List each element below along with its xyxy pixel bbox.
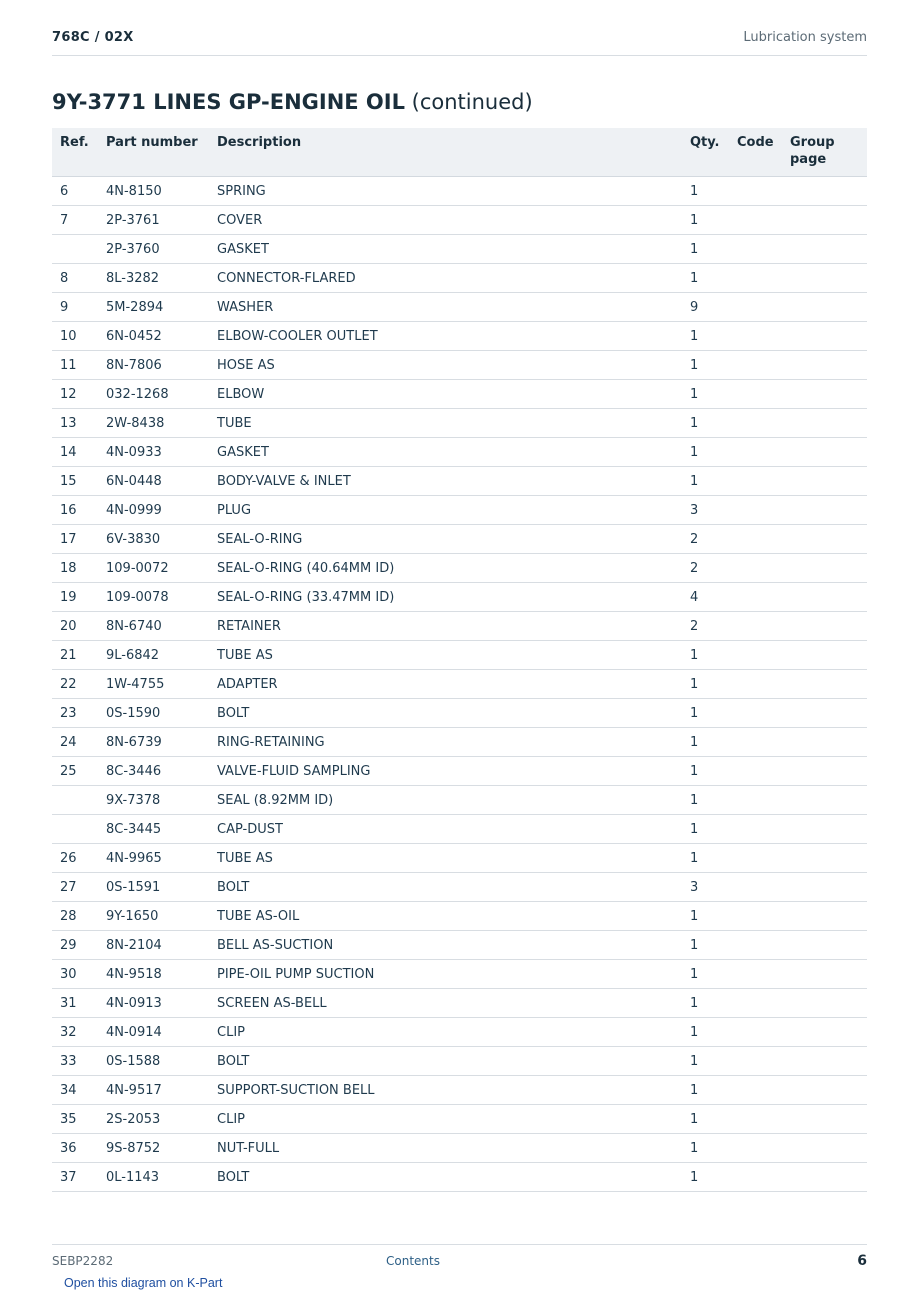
cell-description: TUBE	[217, 409, 690, 438]
cell-group-page	[790, 525, 867, 554]
cell-qty: 1	[690, 902, 737, 931]
page-footer	[52, 1244, 867, 1275]
cell-part-number: 032-1268	[106, 380, 217, 409]
cell-qty: 1	[690, 699, 737, 728]
cell-group-page	[790, 206, 867, 235]
cell-description: BELL AS-SUCTION	[217, 931, 690, 960]
table-row	[52, 902, 867, 931]
cell-ref: 9	[52, 293, 106, 322]
cell-group-page	[790, 583, 867, 612]
cell-code	[737, 757, 790, 786]
cell-part-number: 109-0078	[106, 583, 217, 612]
cell-code	[737, 670, 790, 699]
cell-description: NUT-FULL	[217, 1134, 690, 1163]
table-row	[52, 1018, 867, 1047]
cell-part-number: 2P-3761	[106, 206, 217, 235]
cell-group-page	[790, 1134, 867, 1163]
cell-group-page	[790, 873, 867, 902]
cell-group-page	[790, 612, 867, 641]
cell-ref: 27	[52, 873, 106, 902]
cell-part-number: 9Y-1650	[106, 902, 217, 931]
cell-group-page	[790, 380, 867, 409]
cell-code	[737, 641, 790, 670]
cell-qty: 4	[690, 583, 737, 612]
cell-ref: 11	[52, 351, 106, 380]
cell-part-number: 6V-3830	[106, 525, 217, 554]
cell-ref: 37	[52, 1163, 106, 1192]
cell-ref: 12	[52, 380, 106, 409]
cell-code	[737, 235, 790, 264]
cell-description: TUBE AS	[217, 844, 690, 873]
cell-ref: 24	[52, 728, 106, 757]
table-row	[52, 1134, 867, 1163]
cell-ref: 23	[52, 699, 106, 728]
cell-ref: 29	[52, 931, 106, 960]
cell-part-number: 8L-3282	[106, 264, 217, 293]
cell-group-page	[790, 844, 867, 873]
cell-description: PLUG	[217, 496, 690, 525]
cell-code	[737, 177, 790, 206]
cell-part-number: 4N-0914	[106, 1018, 217, 1047]
table-row	[52, 583, 867, 612]
cell-group-page	[790, 351, 867, 380]
cell-qty: 1	[690, 844, 737, 873]
cell-qty: 1	[690, 1134, 737, 1163]
cell-part-number: 8C-3445	[106, 815, 217, 844]
cell-group-page	[790, 641, 867, 670]
cell-group-page	[790, 467, 867, 496]
cell-ref: 33	[52, 1047, 106, 1076]
cell-group-page	[790, 786, 867, 815]
open-diagram-link[interactable]: Open this diagram on K-Part	[64, 1276, 223, 1290]
cell-part-number: 8C-3446	[106, 757, 217, 786]
column-header-code: Code	[737, 128, 790, 177]
cell-ref: 32	[52, 1018, 106, 1047]
cell-ref: 35	[52, 1105, 106, 1134]
cell-description: CAP-DUST	[217, 815, 690, 844]
cell-group-page	[790, 1076, 867, 1105]
cell-description: TUBE AS-OIL	[217, 902, 690, 931]
cell-code	[737, 380, 790, 409]
table-row	[52, 322, 867, 351]
cell-ref	[52, 815, 106, 844]
cell-part-number: 6N-0452	[106, 322, 217, 351]
cell-code	[737, 264, 790, 293]
title-suffix: (continued)	[404, 90, 533, 114]
document-id: SEBP2282	[52, 1254, 114, 1268]
cell-code	[737, 989, 790, 1018]
cell-description: BOLT	[217, 1163, 690, 1192]
table-row	[52, 177, 867, 206]
cell-group-page	[790, 438, 867, 467]
cell-code	[737, 583, 790, 612]
table-row	[52, 815, 867, 844]
cell-qty: 1	[690, 235, 737, 264]
table-row	[52, 206, 867, 235]
cell-qty: 1	[690, 757, 737, 786]
cell-ref: 7	[52, 206, 106, 235]
cell-ref: 30	[52, 960, 106, 989]
table-row	[52, 612, 867, 641]
table-row	[52, 351, 867, 380]
cell-qty: 1	[690, 264, 737, 293]
cell-group-page	[790, 1047, 867, 1076]
table-row	[52, 525, 867, 554]
cell-ref: 14	[52, 438, 106, 467]
section-name: Lubrication system	[743, 30, 867, 45]
cell-ref: 21	[52, 641, 106, 670]
cell-qty: 2	[690, 525, 737, 554]
cell-description: TUBE AS	[217, 641, 690, 670]
cell-code	[737, 322, 790, 351]
model-code: 768C / 02X	[52, 30, 134, 45]
cell-group-page	[790, 1018, 867, 1047]
table-row	[52, 438, 867, 467]
cell-part-number: 0L-1143	[106, 1163, 217, 1192]
cell-ref: 28	[52, 902, 106, 931]
table-row	[52, 1105, 867, 1134]
title-main: 9Y-3771 LINES GP-ENGINE OIL	[52, 90, 405, 114]
table-row	[52, 728, 867, 757]
table-row	[52, 380, 867, 409]
cell-part-number: 9S-8752	[106, 1134, 217, 1163]
cell-qty: 1	[690, 1163, 737, 1192]
cell-qty: 9	[690, 293, 737, 322]
table-row	[52, 554, 867, 583]
cell-code	[737, 786, 790, 815]
cell-qty: 1	[690, 670, 737, 699]
cell-ref: 20	[52, 612, 106, 641]
table-header-row	[52, 128, 867, 177]
cell-code	[737, 293, 790, 322]
cell-group-page	[790, 1105, 867, 1134]
cell-group-page	[790, 931, 867, 960]
cell-description: CLIP	[217, 1105, 690, 1134]
cell-qty: 1	[690, 1105, 737, 1134]
cell-group-page	[790, 322, 867, 351]
column-header-description: Description	[217, 128, 690, 177]
column-header-ref: Ref.	[52, 128, 106, 177]
table-row	[52, 960, 867, 989]
column-header-group-page: Group page	[790, 128, 867, 177]
column-header-part-number: Part number	[106, 128, 217, 177]
table-row	[52, 496, 867, 525]
cell-description: ADAPTER	[217, 670, 690, 699]
cell-description: SPRING	[217, 177, 690, 206]
cell-part-number: 0S-1590	[106, 699, 217, 728]
cell-qty: 1	[690, 989, 737, 1018]
cell-ref: 10	[52, 322, 106, 351]
cell-code	[737, 438, 790, 467]
table-row	[52, 844, 867, 873]
cell-code	[737, 525, 790, 554]
table-row	[52, 786, 867, 815]
cell-group-page	[790, 989, 867, 1018]
cell-description: COVER	[217, 206, 690, 235]
cell-ref: 18	[52, 554, 106, 583]
cell-code	[737, 351, 790, 380]
cell-group-page	[790, 554, 867, 583]
cell-code	[737, 409, 790, 438]
cell-ref: 15	[52, 467, 106, 496]
parts-table	[52, 128, 867, 1192]
cell-qty: 1	[690, 641, 737, 670]
table-row	[52, 757, 867, 786]
cell-qty: 1	[690, 322, 737, 351]
cell-description: BOLT	[217, 873, 690, 902]
cell-qty: 1	[690, 206, 737, 235]
cell-description: GASKET	[217, 438, 690, 467]
cell-description: VALVE-FLUID SAMPLING	[217, 757, 690, 786]
cell-qty: 3	[690, 496, 737, 525]
cell-group-page	[790, 728, 867, 757]
cell-part-number: 4N-9965	[106, 844, 217, 873]
cell-code	[737, 931, 790, 960]
cell-part-number: 9L-6842	[106, 641, 217, 670]
cell-group-page	[790, 699, 867, 728]
table-row	[52, 873, 867, 902]
cell-qty: 1	[690, 409, 737, 438]
cell-ref: 8	[52, 264, 106, 293]
page-header	[52, 28, 867, 56]
cell-part-number: 1W-4755	[106, 670, 217, 699]
cell-qty: 1	[690, 1076, 737, 1105]
cell-group-page	[790, 293, 867, 322]
cell-code	[737, 1018, 790, 1047]
cell-qty: 2	[690, 554, 737, 583]
cell-ref: 19	[52, 583, 106, 612]
cell-code	[737, 612, 790, 641]
cell-description: SCREEN AS-BELL	[217, 989, 690, 1018]
cell-code	[737, 815, 790, 844]
cell-ref	[52, 786, 106, 815]
cell-description: ELBOW	[217, 380, 690, 409]
table-row	[52, 467, 867, 496]
cell-description: RING-RETAINING	[217, 728, 690, 757]
cell-ref: 6	[52, 177, 106, 206]
cell-qty: 1	[690, 786, 737, 815]
cell-part-number: 6N-0448	[106, 467, 217, 496]
cell-part-number: 8N-6740	[106, 612, 217, 641]
cell-ref: 22	[52, 670, 106, 699]
cell-part-number: 4N-0999	[106, 496, 217, 525]
cell-qty: 1	[690, 931, 737, 960]
parts-table-body	[52, 177, 867, 1192]
cell-description: WASHER	[217, 293, 690, 322]
cell-code	[737, 1076, 790, 1105]
cell-description: PIPE-OIL PUMP SUCTION	[217, 960, 690, 989]
cell-qty: 2	[690, 612, 737, 641]
cell-qty: 1	[690, 467, 737, 496]
table-row	[52, 235, 867, 264]
cell-code	[737, 1134, 790, 1163]
contents-link[interactable]: Contents	[386, 1254, 440, 1268]
cell-description: SEAL-O-RING (40.64MM ID)	[217, 554, 690, 583]
cell-ref: 13	[52, 409, 106, 438]
cell-ref	[52, 235, 106, 264]
cell-description: BOLT	[217, 699, 690, 728]
cell-description: CONNECTOR-FLARED	[217, 264, 690, 293]
table-row	[52, 699, 867, 728]
cell-code	[737, 902, 790, 931]
table-row	[52, 409, 867, 438]
cell-part-number: 2S-2053	[106, 1105, 217, 1134]
cell-part-number: 4N-0933	[106, 438, 217, 467]
cell-group-page	[790, 235, 867, 264]
cell-group-page	[790, 670, 867, 699]
cell-code	[737, 1105, 790, 1134]
cell-group-page	[790, 409, 867, 438]
page-title	[52, 90, 533, 114]
cell-ref: 17	[52, 525, 106, 554]
cell-part-number: 5M-2894	[106, 293, 217, 322]
cell-description: GASKET	[217, 235, 690, 264]
table-row	[52, 641, 867, 670]
cell-ref: 36	[52, 1134, 106, 1163]
cell-description: RETAINER	[217, 612, 690, 641]
cell-part-number: 8N-6739	[106, 728, 217, 757]
table-row	[52, 670, 867, 699]
cell-group-page	[790, 960, 867, 989]
cell-code	[737, 554, 790, 583]
cell-description: SEAL-O-RING (33.47MM ID)	[217, 583, 690, 612]
cell-qty: 1	[690, 438, 737, 467]
table-row	[52, 264, 867, 293]
table-row	[52, 1163, 867, 1192]
cell-ref: 25	[52, 757, 106, 786]
cell-qty: 1	[690, 960, 737, 989]
cell-part-number: 4N-0913	[106, 989, 217, 1018]
cell-description: CLIP	[217, 1018, 690, 1047]
cell-part-number: 8N-2104	[106, 931, 217, 960]
cell-group-page	[790, 177, 867, 206]
cell-code	[737, 873, 790, 902]
cell-code	[737, 960, 790, 989]
cell-description: BOLT	[217, 1047, 690, 1076]
cell-code	[737, 467, 790, 496]
cell-code	[737, 206, 790, 235]
cell-qty: 1	[690, 177, 737, 206]
table-row	[52, 931, 867, 960]
cell-ref: 31	[52, 989, 106, 1018]
cell-code	[737, 844, 790, 873]
page-number: 6	[857, 1253, 867, 1269]
cell-code	[737, 699, 790, 728]
cell-qty: 1	[690, 815, 737, 844]
cell-description: BODY-VALVE & INLET	[217, 467, 690, 496]
cell-code	[737, 1163, 790, 1192]
cell-group-page	[790, 264, 867, 293]
cell-description: SUPPORT-SUCTION BELL	[217, 1076, 690, 1105]
cell-code	[737, 728, 790, 757]
cell-part-number: 109-0072	[106, 554, 217, 583]
cell-code	[737, 1047, 790, 1076]
cell-code	[737, 496, 790, 525]
cell-part-number: 2P-3760	[106, 235, 217, 264]
cell-part-number: 0S-1591	[106, 873, 217, 902]
column-header-qty: Qty.	[690, 128, 737, 177]
cell-description: HOSE AS	[217, 351, 690, 380]
cell-group-page	[790, 815, 867, 844]
cell-qty: 1	[690, 380, 737, 409]
cell-group-page	[790, 1163, 867, 1192]
cell-qty: 3	[690, 873, 737, 902]
cell-ref: 16	[52, 496, 106, 525]
table-row	[52, 293, 867, 322]
table-row	[52, 1076, 867, 1105]
cell-ref: 34	[52, 1076, 106, 1105]
cell-part-number: 9X-7378	[106, 786, 217, 815]
cell-description: SEAL (8.92MM ID)	[217, 786, 690, 815]
cell-part-number: 8N-7806	[106, 351, 217, 380]
cell-ref: 26	[52, 844, 106, 873]
cell-group-page	[790, 496, 867, 525]
cell-qty: 1	[690, 351, 737, 380]
cell-description: SEAL-O-RING	[217, 525, 690, 554]
table-row	[52, 1047, 867, 1076]
cell-qty: 1	[690, 1047, 737, 1076]
cell-part-number: 4N-9518	[106, 960, 217, 989]
cell-qty: 1	[690, 728, 737, 757]
cell-part-number: 4N-9517	[106, 1076, 217, 1105]
cell-description: ELBOW-COOLER OUTLET	[217, 322, 690, 351]
cell-group-page	[790, 757, 867, 786]
cell-part-number: 0S-1588	[106, 1047, 217, 1076]
cell-part-number: 2W-8438	[106, 409, 217, 438]
table-row	[52, 989, 867, 1018]
cell-qty: 1	[690, 1018, 737, 1047]
cell-part-number: 4N-8150	[106, 177, 217, 206]
cell-group-page	[790, 902, 867, 931]
